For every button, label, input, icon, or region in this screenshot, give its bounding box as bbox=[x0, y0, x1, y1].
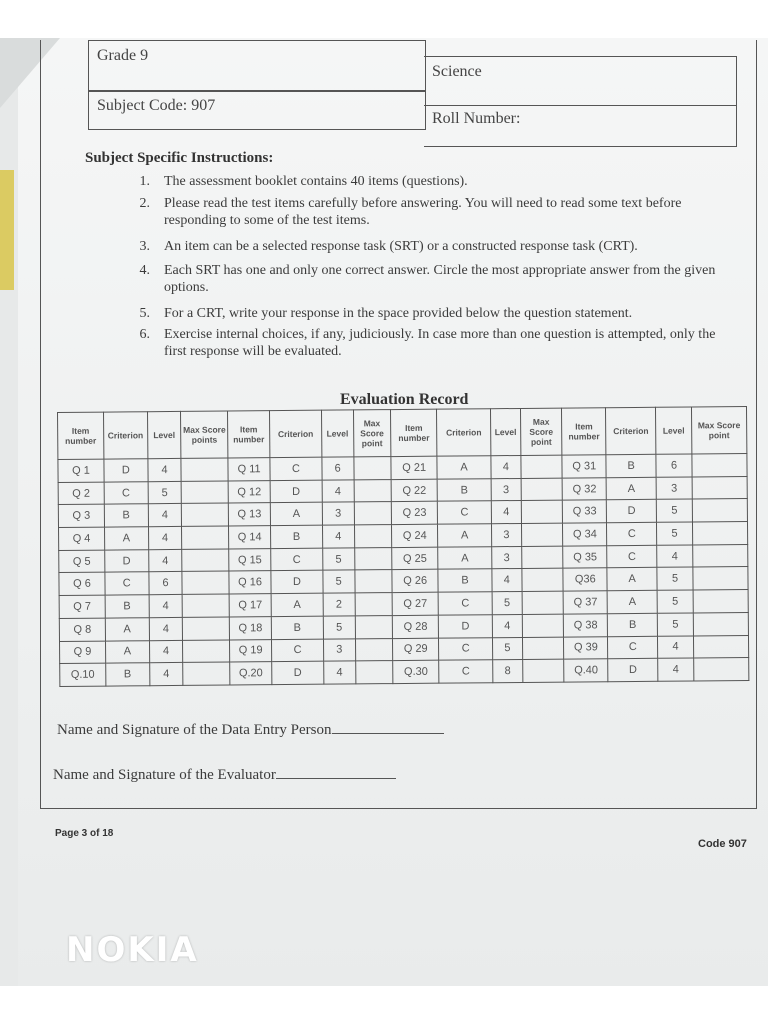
instructions-title: Subject Specific Instructions: bbox=[85, 150, 274, 166]
table-cell: A bbox=[270, 503, 322, 526]
table-header-cell: Criterion bbox=[437, 409, 491, 456]
table-cell: Q 11 bbox=[228, 458, 270, 481]
table-cell: 4 bbox=[491, 455, 521, 478]
instruction-text: Please read the test items carefully before answering. You will need to read some text before responding to some of the test items. bbox=[164, 196, 682, 228]
table-cell: 5 bbox=[323, 616, 355, 639]
table-cell: Q 31 bbox=[562, 455, 606, 478]
max-score-cell[interactable] bbox=[522, 637, 564, 660]
table-cell: 2 bbox=[323, 593, 355, 616]
table-cell: Q 17 bbox=[229, 594, 271, 617]
table-cell: Q36 bbox=[563, 568, 607, 591]
table-cell: Q 22 bbox=[391, 479, 437, 502]
table-cell: Q.10 bbox=[60, 663, 106, 686]
table-cell: D bbox=[105, 549, 149, 572]
max-score-cell[interactable] bbox=[354, 479, 392, 502]
table-cell: Q 9 bbox=[59, 641, 105, 664]
photo-background-bottom bbox=[0, 986, 768, 1024]
table-cell: 5 bbox=[657, 567, 693, 590]
max-score-cell[interactable] bbox=[182, 571, 229, 594]
table-header-cell: Level bbox=[491, 408, 521, 455]
max-score-cell[interactable] bbox=[181, 481, 228, 504]
table-cell: Q 39 bbox=[564, 636, 608, 659]
table-cell: C bbox=[439, 660, 493, 683]
instruction-text: For a CRT, write your response in the space provided below the question statement. bbox=[164, 306, 633, 321]
instruction-item bbox=[128, 173, 733, 191]
table-cell: Q 7 bbox=[59, 595, 105, 618]
instruction-number: 4. bbox=[139, 263, 150, 278]
table-cell: B bbox=[105, 595, 149, 618]
instruction-text: The assessment booklet contains 40 items (questions). bbox=[164, 174, 468, 189]
yellow-object-edge bbox=[0, 170, 14, 290]
table-cell: A bbox=[437, 456, 491, 479]
table-cell: C bbox=[607, 522, 657, 545]
table-cell: 3 bbox=[322, 502, 354, 525]
instruction-item bbox=[128, 238, 733, 256]
max-score-cell[interactable] bbox=[355, 661, 393, 684]
table-cell: 4 bbox=[492, 614, 522, 637]
max-score-cell[interactable] bbox=[183, 662, 230, 685]
table-cell: 4 bbox=[658, 635, 694, 658]
table-cell: Q.20 bbox=[230, 662, 272, 685]
table-header-cell: Item number bbox=[58, 412, 104, 459]
table-header-cell: Level bbox=[656, 407, 692, 454]
subject-code-cell bbox=[88, 90, 426, 130]
table-cell: 4 bbox=[657, 545, 693, 568]
table-cell: A bbox=[438, 546, 492, 569]
table-cell: A bbox=[105, 640, 149, 663]
table-cell: 3 bbox=[492, 524, 522, 547]
table-cell: 5 bbox=[148, 481, 182, 504]
camera-watermark: NOKIA bbox=[66, 930, 199, 970]
roll-number-cell bbox=[424, 104, 737, 147]
table-cell: Q 27 bbox=[392, 592, 438, 615]
table-cell: Q.40 bbox=[564, 659, 608, 682]
max-score-cell[interactable] bbox=[521, 500, 563, 523]
table-cell: Q 19 bbox=[230, 639, 272, 662]
table-cell: C bbox=[438, 592, 492, 615]
table-cell: Q 25 bbox=[392, 547, 438, 570]
max-score-cell[interactable] bbox=[693, 567, 748, 590]
table-cell: Q 38 bbox=[564, 614, 608, 637]
table-header-cell: Item number bbox=[562, 408, 606, 455]
max-score-cell[interactable] bbox=[522, 614, 564, 637]
table-cell: 4 bbox=[149, 595, 183, 618]
subject-cell bbox=[424, 56, 737, 106]
table-cell: Q 5 bbox=[59, 550, 105, 573]
table-cell: 4 bbox=[148, 526, 182, 549]
subject-label: Science bbox=[432, 63, 482, 80]
table-cell: 8 bbox=[493, 660, 523, 683]
max-score-cell[interactable] bbox=[521, 455, 563, 478]
table-cell: A bbox=[271, 593, 323, 616]
table-header-cell: Max Score point bbox=[353, 410, 391, 457]
max-score-cell[interactable] bbox=[521, 546, 563, 569]
table-cell: Q 34 bbox=[563, 523, 607, 546]
table-cell: A bbox=[607, 590, 657, 613]
table-cell: B bbox=[106, 663, 150, 686]
table-cell: 4 bbox=[148, 504, 182, 527]
max-score-cell[interactable] bbox=[522, 569, 564, 592]
data-entry-signature-label: Name and Signature of the Data Entry Person bbox=[57, 722, 332, 738]
table-cell: Q 37 bbox=[564, 591, 608, 614]
table-cell: D bbox=[438, 615, 492, 638]
table-header-row bbox=[58, 406, 747, 459]
max-score-cell[interactable] bbox=[182, 594, 229, 617]
table-cell: Q 2 bbox=[58, 482, 104, 505]
instruction-text: Each SRT has one and only one correct answer. Circle the most appropriate answer from the given options. bbox=[164, 263, 716, 295]
max-score-cell[interactable] bbox=[522, 659, 564, 682]
table-cell: Q 1 bbox=[58, 459, 104, 482]
table-cell: 4 bbox=[324, 661, 356, 684]
max-score-cell[interactable] bbox=[692, 453, 747, 476]
table-cell: 6 bbox=[656, 454, 692, 477]
table-cell: 6 bbox=[149, 572, 183, 595]
table-cell: A bbox=[438, 524, 492, 547]
signature-line[interactable] bbox=[276, 778, 396, 779]
table-cell: C bbox=[271, 548, 323, 571]
max-score-cell[interactable] bbox=[521, 523, 563, 546]
table-cell: D bbox=[270, 480, 322, 503]
table-cell: 4 bbox=[149, 640, 183, 663]
table-cell: Q 24 bbox=[392, 524, 438, 547]
table-cell: C bbox=[607, 545, 657, 568]
table-cell: 4 bbox=[149, 663, 183, 686]
table-cell: Q 26 bbox=[392, 570, 438, 593]
max-score-cell[interactable] bbox=[355, 615, 393, 638]
roll-number-label: Roll Number: bbox=[432, 110, 521, 127]
table-cell: Q 35 bbox=[563, 545, 607, 568]
table-cell: B bbox=[271, 616, 323, 639]
max-score-cell[interactable] bbox=[693, 635, 748, 658]
table-cell: C bbox=[105, 572, 149, 595]
table-cell: 5 bbox=[323, 570, 355, 593]
instruction-number: 3. bbox=[139, 239, 150, 254]
table-cell: 5 bbox=[492, 592, 522, 615]
max-score-cell[interactable] bbox=[354, 502, 392, 525]
table-cell: B bbox=[104, 504, 148, 527]
page-number: Page 3 of 18 bbox=[55, 828, 114, 839]
table-cell: C bbox=[608, 636, 658, 659]
instruction-text: An item can be a selected response task (SRT) or a constructed response task (CRT). bbox=[164, 239, 638, 254]
table-cell: 4 bbox=[491, 501, 521, 524]
table-cell: D bbox=[608, 658, 658, 681]
max-score-cell[interactable] bbox=[182, 549, 229, 572]
table-cell: Q 6 bbox=[59, 573, 105, 596]
table-cell: 3 bbox=[491, 478, 521, 501]
table-cell: Q 28 bbox=[393, 615, 439, 638]
max-score-cell[interactable] bbox=[353, 457, 391, 480]
max-score-cell[interactable] bbox=[354, 547, 392, 570]
table-cell: 6 bbox=[322, 457, 354, 480]
table-cell: Q 3 bbox=[58, 504, 104, 527]
table-cell: B bbox=[438, 569, 492, 592]
table-cell: 5 bbox=[656, 499, 692, 522]
table-cell: C bbox=[271, 639, 323, 662]
max-score-cell[interactable] bbox=[694, 658, 749, 681]
table-cell: 4 bbox=[148, 549, 182, 572]
signature-line[interactable] bbox=[332, 733, 444, 734]
max-score-cell[interactable] bbox=[692, 522, 747, 545]
table-cell: B bbox=[437, 478, 491, 501]
table-cell: 3 bbox=[323, 638, 355, 661]
table-cell: Q 13 bbox=[228, 503, 270, 526]
table-cell: A bbox=[105, 618, 149, 641]
table-cell: 5 bbox=[657, 522, 693, 545]
table-cell: 5 bbox=[323, 548, 355, 571]
grade-label: Grade 9 bbox=[97, 47, 149, 64]
table-cell: Q 18 bbox=[229, 616, 271, 639]
max-score-cell[interactable] bbox=[182, 526, 229, 549]
table-cell: D bbox=[104, 459, 148, 482]
max-score-cell[interactable] bbox=[693, 590, 748, 613]
footer-code: Code 907 bbox=[698, 838, 747, 850]
table-cell: Q 8 bbox=[59, 618, 105, 641]
instruction-number: 5. bbox=[139, 306, 150, 321]
table-cell: 5 bbox=[493, 637, 523, 660]
table-cell: 4 bbox=[492, 569, 522, 592]
table-cell: Q 23 bbox=[392, 502, 438, 525]
table-cell: B bbox=[606, 454, 656, 477]
table-header-cell: Level bbox=[147, 411, 181, 458]
table-cell: B bbox=[270, 525, 322, 548]
max-score-cell[interactable] bbox=[692, 499, 747, 522]
table-cell: 5 bbox=[657, 613, 693, 636]
table-header-cell: Max Score point bbox=[520, 408, 562, 455]
table-cell: A bbox=[607, 568, 657, 591]
table-header-cell: Criterion bbox=[269, 410, 321, 457]
max-score-cell[interactable] bbox=[354, 570, 392, 593]
table-cell: D bbox=[272, 661, 324, 684]
table-header-cell: Item number bbox=[228, 411, 270, 458]
max-score-cell[interactable] bbox=[182, 503, 229, 526]
evaluation-record-table bbox=[57, 406, 749, 687]
instruction-item bbox=[128, 262, 733, 298]
evaluator-signature bbox=[53, 767, 396, 784]
table-header-cell: Max Score point bbox=[691, 406, 747, 453]
table-cell: C bbox=[104, 481, 148, 504]
grade-cell bbox=[88, 40, 426, 92]
instruction-number: 1. bbox=[139, 174, 150, 189]
table-cell: Q 33 bbox=[563, 500, 607, 523]
table-cell: Q 4 bbox=[59, 527, 105, 550]
table-cell: Q 29 bbox=[393, 638, 439, 661]
table-cell: 4 bbox=[322, 525, 354, 548]
table-cell: 4 bbox=[658, 658, 694, 681]
max-score-cell[interactable] bbox=[355, 593, 393, 616]
table-cell: B bbox=[608, 613, 658, 636]
table-cell: Q 16 bbox=[229, 571, 271, 594]
instruction-item bbox=[128, 195, 733, 231]
instruction-number: 6. bbox=[139, 327, 150, 342]
table-cell: Q 15 bbox=[229, 548, 271, 571]
instruction-number: 2. bbox=[139, 196, 150, 211]
table-header-cell: Criterion bbox=[606, 407, 656, 454]
data-entry-signature bbox=[57, 722, 444, 739]
table-cell: Q.30 bbox=[393, 660, 439, 683]
table-cell: 3 bbox=[656, 477, 692, 500]
table-header-cell: Criterion bbox=[103, 412, 147, 459]
instruction-item bbox=[128, 305, 733, 323]
instruction-item bbox=[128, 326, 733, 362]
evaluation-record-title: Evaluation Record bbox=[340, 391, 469, 408]
table-cell: 4 bbox=[149, 617, 183, 640]
evaluator-signature-label: Name and Signature of the Evaluator bbox=[53, 767, 276, 783]
table-cell: Q 12 bbox=[228, 480, 270, 503]
table-cell: D bbox=[607, 500, 657, 523]
table-cell: C bbox=[270, 457, 322, 480]
photo-background-top bbox=[0, 0, 768, 38]
max-score-cell[interactable] bbox=[693, 544, 748, 567]
max-score-cell[interactable] bbox=[183, 640, 230, 663]
table-cell: Q 14 bbox=[229, 526, 271, 549]
max-score-cell[interactable] bbox=[692, 476, 747, 499]
table-cell: 4 bbox=[322, 480, 354, 503]
table-cell: C bbox=[439, 637, 493, 660]
table-header-cell: Level bbox=[321, 410, 353, 457]
table-cell: 5 bbox=[657, 590, 693, 613]
instruction-text: Exercise internal choices, if any, judiciously. In case more than one question is attempted, only the first response will be evaluated. bbox=[164, 327, 716, 359]
table-cell: Q 32 bbox=[563, 477, 607, 500]
table-cell: D bbox=[271, 571, 323, 594]
table-header-cell: Item number bbox=[391, 409, 437, 456]
max-score-cell[interactable] bbox=[521, 478, 563, 501]
table-cell: C bbox=[437, 501, 491, 524]
max-score-cell[interactable] bbox=[522, 591, 564, 614]
table-cell: 3 bbox=[492, 546, 522, 569]
max-score-cell[interactable] bbox=[354, 525, 392, 548]
max-score-cell[interactable] bbox=[693, 612, 748, 635]
max-score-cell[interactable] bbox=[181, 458, 228, 481]
table-cell: 4 bbox=[148, 458, 182, 481]
table-header-cell: Max Score points bbox=[181, 411, 228, 458]
table-cell: Q 21 bbox=[391, 456, 437, 479]
table-cell: A bbox=[104, 527, 148, 550]
max-score-cell[interactable] bbox=[183, 617, 230, 640]
table-cell: A bbox=[606, 477, 656, 500]
subject-code-label: Subject Code: 907 bbox=[97, 97, 216, 114]
max-score-cell[interactable] bbox=[355, 638, 393, 661]
